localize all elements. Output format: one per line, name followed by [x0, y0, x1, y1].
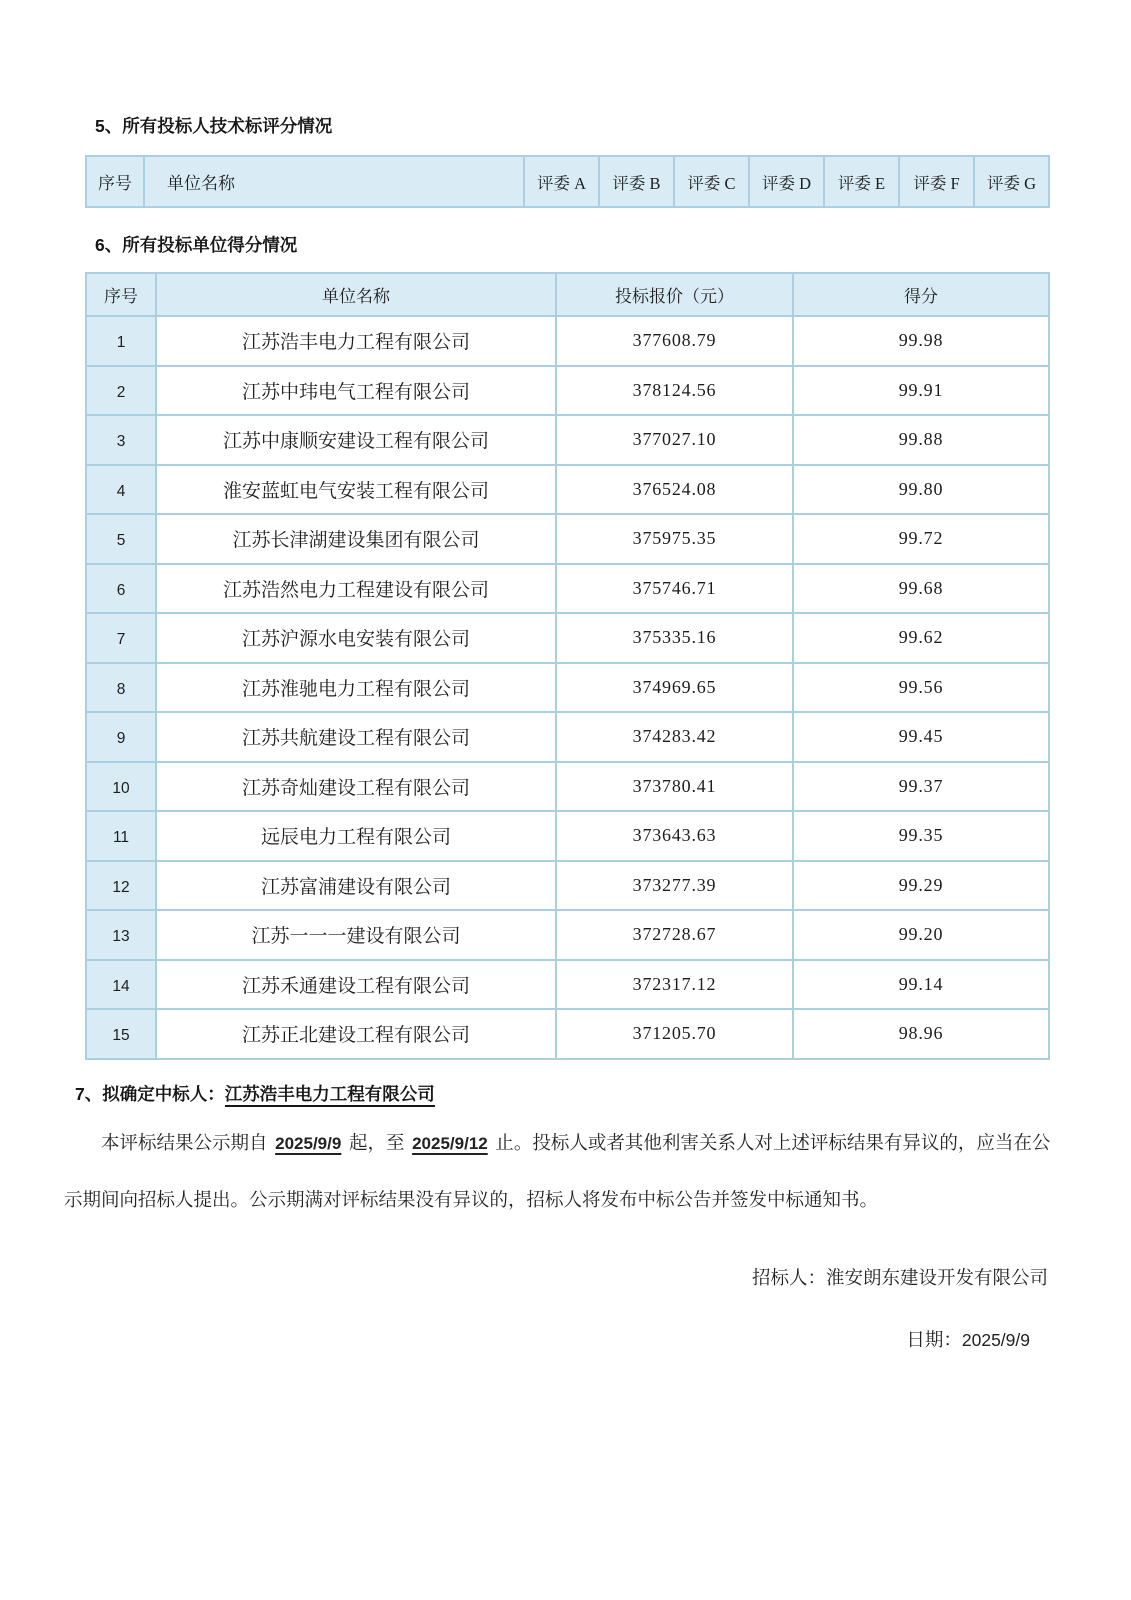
- rank-cell: 9: [86, 712, 156, 762]
- rank-cell: 13: [86, 910, 156, 960]
- price-cell: 372317.12: [556, 960, 793, 1010]
- score-cell: 99.29: [793, 861, 1049, 911]
- rank-cell: 7: [86, 613, 156, 663]
- score-cell: 99.98: [793, 316, 1049, 366]
- notice-text-3: 止。投标人或者其他利害关系人对上述评标结果有异议的，应当在公示期间向招标人提出。公示期满对评标结果没有异议的，招标人将发布中标公告并签发中标通知书。: [64, 1133, 1051, 1211]
- tech-col-judge-c: 评委 C: [674, 156, 749, 207]
- price-cell: 377608.79: [556, 316, 793, 366]
- tech-col-judge-f: 评委 F: [899, 156, 974, 207]
- price-cell: 373780.41: [556, 762, 793, 812]
- rank-cell: 14: [86, 960, 156, 1010]
- score-table-row: [86, 811, 1049, 861]
- score-cell: 99.91: [793, 366, 1049, 416]
- rank-cell: 15: [86, 1009, 156, 1059]
- tenderer-line: 招标人：淮安朗东建设开发有限公司: [751, 1268, 1048, 1289]
- tech-score-table: [85, 155, 1050, 208]
- price-cell: 378124.56: [556, 366, 793, 416]
- company-cell: 江苏浩然电力工程建设有限公司: [156, 564, 556, 614]
- section6-title: 6、所有投标单位得分情况: [95, 235, 298, 255]
- score-table-row: [86, 762, 1049, 812]
- score-cell: 99.88: [793, 415, 1049, 465]
- score-table-header-row: [86, 273, 1049, 316]
- price-cell: 376524.08: [556, 465, 793, 515]
- rank-cell: 8: [86, 663, 156, 713]
- score-cell: 99.56: [793, 663, 1049, 713]
- tech-col-judge-d: 评委 D: [749, 156, 824, 207]
- price-cell: 374969.65: [556, 663, 793, 713]
- score-table-row: [86, 1009, 1049, 1059]
- tech-col-judge-a: 评委 A: [524, 156, 599, 207]
- score-table-row: [86, 465, 1049, 515]
- company-cell: 江苏中康顺安建设工程有限公司: [156, 415, 556, 465]
- company-cell: 江苏一一一建设有限公司: [156, 910, 556, 960]
- score-col-price: 投标报价（元）: [556, 273, 793, 316]
- price-cell: 375975.35: [556, 514, 793, 564]
- price-cell: 371205.70: [556, 1009, 793, 1059]
- score-table-row: [86, 712, 1049, 762]
- notice-text-1: 本评标结果公示期自: [101, 1133, 273, 1154]
- price-cell: 373277.39: [556, 861, 793, 911]
- date-value: 2025/9/9: [961, 1329, 1030, 1350]
- price-cell: 372728.67: [556, 910, 793, 960]
- price-cell: 373643.63: [556, 811, 793, 861]
- score-cell: 99.45: [793, 712, 1049, 762]
- notice-paragraph: [64, 1115, 1054, 1230]
- score-cell: 99.62: [793, 613, 1049, 663]
- rank-cell: 4: [86, 465, 156, 515]
- rank-cell: 6: [86, 564, 156, 614]
- tech-col-judge-g: 评委 G: [974, 156, 1049, 207]
- score-table-row: [86, 366, 1049, 416]
- score-table-row: [86, 514, 1049, 564]
- tech-col-judge-e: 评委 E: [824, 156, 899, 207]
- winner-prefix: 7、拟确定中标人：: [75, 1083, 225, 1104]
- score-table-row: [86, 960, 1049, 1010]
- score-cell: 99.80: [793, 465, 1049, 515]
- tech-table-header-row: [86, 156, 1049, 207]
- score-table-row: [86, 663, 1049, 713]
- signature-block: [85, 1264, 1048, 1352]
- rank-cell: 2: [86, 366, 156, 416]
- score-col-index: 序号: [86, 273, 156, 316]
- rank-cell: 5: [86, 514, 156, 564]
- score-table-row: [86, 613, 1049, 663]
- score-cell: 99.20: [793, 910, 1049, 960]
- score-table-row: [86, 316, 1049, 366]
- score-table-row: [86, 861, 1049, 911]
- price-cell: 375746.71: [556, 564, 793, 614]
- company-cell: 江苏中玮电气工程有限公司: [156, 366, 556, 416]
- score-table-row: [86, 910, 1049, 960]
- score-table-row: [86, 415, 1049, 465]
- winner-company-name: 江苏浩丰电力工程有限公司: [225, 1084, 435, 1107]
- rank-cell: 12: [86, 861, 156, 911]
- score-cell: 99.35: [793, 811, 1049, 861]
- company-cell: 江苏浩丰电力工程有限公司: [156, 316, 556, 366]
- winner-line: [75, 1081, 1048, 1106]
- company-cell: 远辰电力工程有限公司: [156, 811, 556, 861]
- publicity-start-date: 2025/9/9: [275, 1133, 342, 1153]
- tech-col-judge-b: 评委 B: [599, 156, 674, 207]
- company-cell: 江苏长津湖建设集团有限公司: [156, 514, 556, 564]
- price-cell: 377027.10: [556, 415, 793, 465]
- notice-text-2: 起，至: [344, 1133, 410, 1154]
- company-cell: 江苏沪源水电安装有限公司: [156, 613, 556, 663]
- company-cell: 江苏富浦建设有限公司: [156, 861, 556, 911]
- score-table-body: [86, 316, 1049, 1059]
- score-col-score: 得分: [793, 273, 1049, 316]
- score-cell: 98.96: [793, 1009, 1049, 1059]
- score-cell: 99.37: [793, 762, 1049, 812]
- rank-cell: 3: [86, 415, 156, 465]
- tech-col-index: 序号: [86, 156, 144, 207]
- company-cell: 江苏共航建设工程有限公司: [156, 712, 556, 762]
- date-line: [85, 1326, 1030, 1352]
- score-table-row: [86, 564, 1049, 614]
- section5-title: 5、所有投标人技术标评分情况: [95, 116, 333, 136]
- score-cell: 99.72: [793, 514, 1049, 564]
- company-cell: 江苏正北建设工程有限公司: [156, 1009, 556, 1059]
- tech-col-name: 单位名称: [144, 156, 524, 207]
- rank-cell: 11: [86, 811, 156, 861]
- publicity-end-date: 2025/9/12: [412, 1133, 488, 1153]
- company-cell: 江苏禾通建设工程有限公司: [156, 960, 556, 1010]
- score-cell: 99.68: [793, 564, 1049, 614]
- date-label: 日期：: [906, 1330, 962, 1351]
- price-cell: 375335.16: [556, 613, 793, 663]
- score-col-name: 单位名称: [156, 273, 556, 316]
- score-cell: 99.14: [793, 960, 1049, 1010]
- score-table: [85, 272, 1050, 1060]
- company-cell: 江苏淮驰电力工程有限公司: [156, 663, 556, 713]
- company-cell: 淮安蓝虹电气安装工程有限公司: [156, 465, 556, 515]
- company-cell: 江苏奇灿建设工程有限公司: [156, 762, 556, 812]
- price-cell: 374283.42: [556, 712, 793, 762]
- rank-cell: 10: [86, 762, 156, 812]
- rank-cell: 1: [86, 316, 156, 366]
